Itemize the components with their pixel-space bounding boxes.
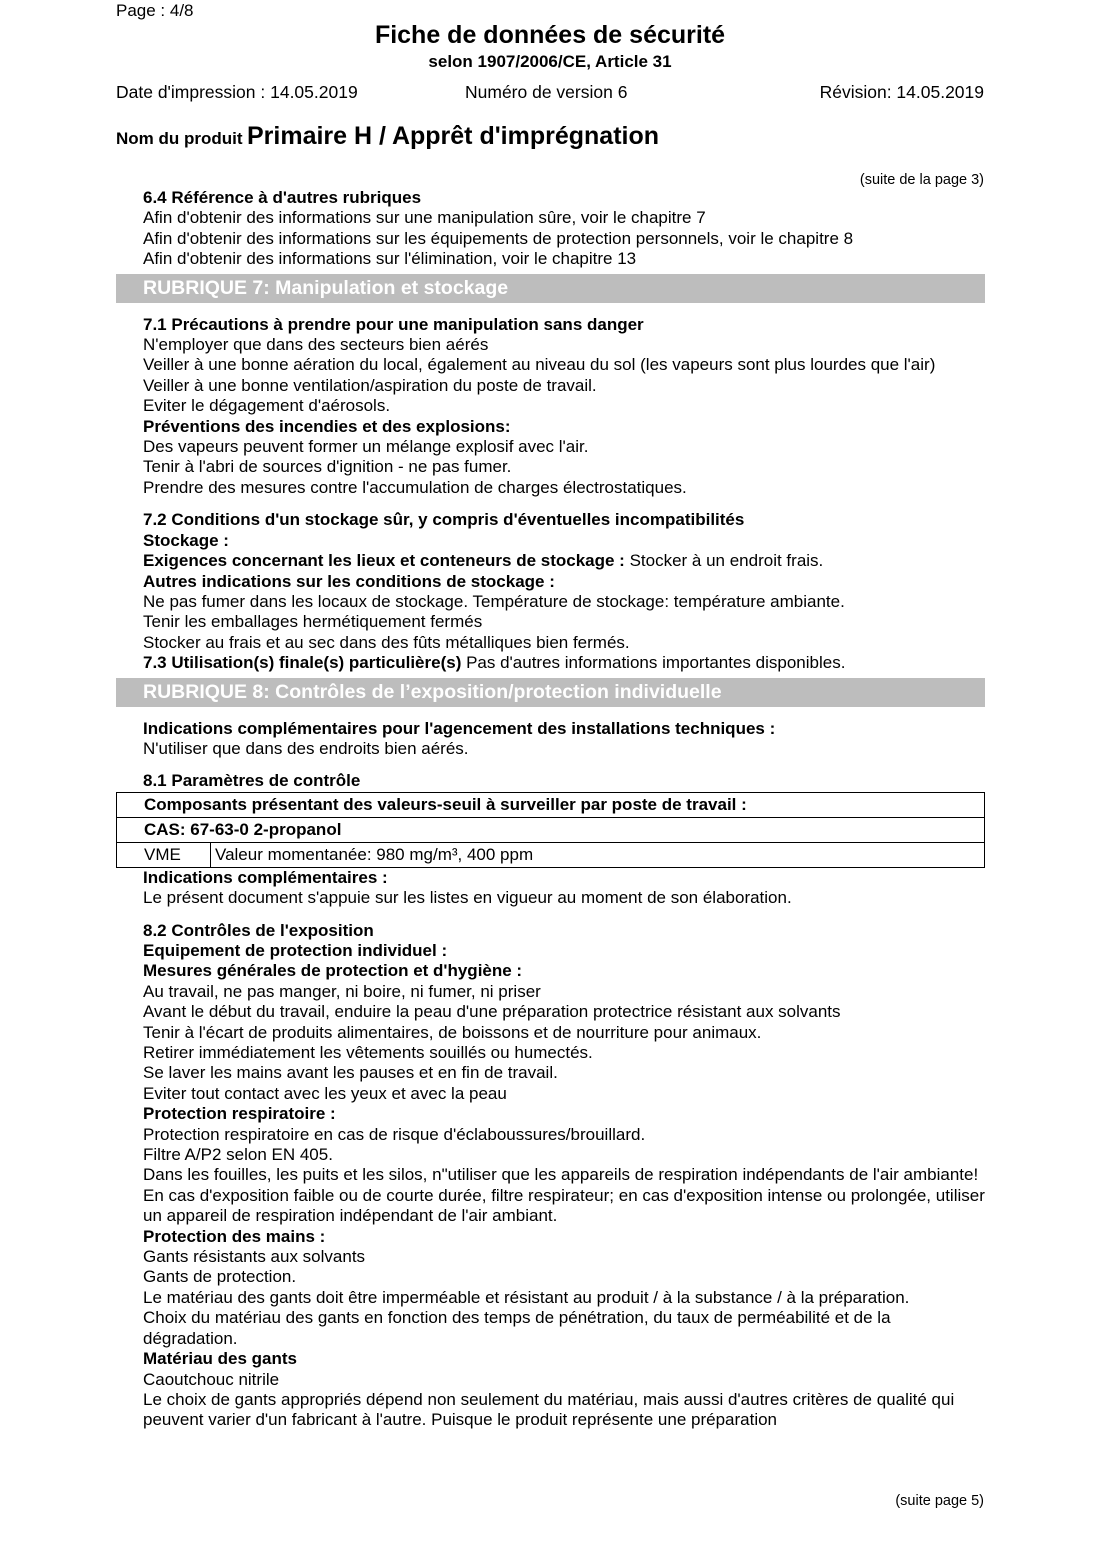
other-storage-label: Autres indications sur les conditions de stockage : [143, 571, 555, 591]
text-line: N'employer que dans des secteurs bien aérés [143, 335, 489, 355]
product-name-line [116, 122, 659, 151]
table-header: Composants présentant des valeurs-seuil à surveiller par poste de travail : [117, 792, 985, 817]
hygiene-heading: Mesures générales de protection et d'hygiène : [143, 961, 523, 981]
requirements-value: Stocker à un endroit frais. [624, 551, 824, 571]
text-line: Des vapeurs peuvent former un mélange explosif avec l'air. [143, 437, 589, 457]
additional-info-heading: Indications complémentaires : [143, 867, 388, 887]
text-line: Se laver les mains avant les pauses et en fin de travail. [143, 1063, 558, 1083]
continued-to-note: (suite page 5) [895, 1493, 984, 1509]
text-line: Dans les fouilles, les puits et les silos, n"utiliser que les appareils de respiration indépendants de l'air ambiante! [143, 1165, 979, 1185]
section-7-banner: RUBRIQUE 7: Manipulation et stockage [116, 274, 985, 303]
text-line: Prendre des mesures contre l'accumulation de charges électrostatiques. [143, 477, 687, 497]
text-line: Filtre A/P2 selon EN 405. [143, 1145, 333, 1165]
table-row-label: VME [117, 842, 211, 867]
section-7-3-label: 7.3 Utilisation(s) finale(s) particulière(s) [143, 653, 462, 673]
text-line: Le choix de gants appropriés dépend non seulement du matériau, mais aussi d'autres critères de qualité qui peuvent varier d'un fabricant à l'autre. Puisque le produit représente une préparation [143, 1389, 955, 1430]
text-line: Gants de protection. [143, 1267, 297, 1287]
section-7-2-heading: 7.2 Conditions d'un stockage sûr, y compris d'éventuelles incompatibilités [143, 510, 745, 530]
text-line: Gants résistants aux solvants [143, 1247, 366, 1267]
section-8-banner: RUBRIQUE 8: Contrôles de l’exposition/protection individuelle [116, 678, 985, 707]
hands-heading: Protection des mains : [143, 1226, 326, 1246]
table-substance: CAS: 67-63-0 2-propanol [117, 817, 985, 842]
text-line: Tenir à l'écart de produits alimentaires, de boissons et de nourriture pour animaux. [143, 1022, 762, 1042]
document-body [143, 188, 985, 1431]
section-7-3-line [143, 653, 985, 673]
text-line: Protection respiratoire en cas de risque d'éclaboussures/brouillard. [143, 1124, 646, 1144]
storage-requirements [143, 551, 985, 571]
text-line: Le présent document s'appuie sur les listes en vigueur au moment de son élaboration. [143, 888, 792, 908]
document-subtitle: selon 1907/2006/CE, Article 31 [428, 52, 672, 71]
text-line: Retirer immédiatement les vêtements souillés ou humectés. [143, 1043, 593, 1062]
section-7-1-heading: 7.1 Précautions à prendre pour une manipulation sans danger [143, 314, 644, 334]
text-line: Tenir les emballages hermétiquement fermés [143, 612, 483, 632]
revision-date: Révision: 14.05.2019 [819, 82, 984, 102]
exposure-limits-table [116, 792, 985, 868]
product-label: Nom du produit [116, 129, 243, 148]
page-number: Page : 4/8 [116, 1, 194, 20]
text-line: Afin d'obtenir des informations sur l'élimination, voir le chapitre 13 [143, 249, 637, 269]
text-line: Le matériau des gants doit être imperméable et résistant au produit / à la substance / à la préparation. [143, 1287, 910, 1307]
text-line: Eviter le dégagement d'aérosols. [143, 396, 391, 416]
print-date: Date d'impression : 14.05.2019 [116, 82, 358, 102]
text-line: Veiller à une bonne aération du local, également au niveau du sol (les vapeurs sont plus lourdes que l'air) [143, 355, 936, 375]
text-line: Tenir à l'abri de sources d'ignition - ne pas fumer. [143, 457, 512, 477]
text-line: Au travail, ne pas manger, ni boire, ni fumer, ni priser [143, 981, 541, 1001]
document-title: Fiche de données de sécurité [374, 21, 726, 49]
text-line: En cas d'exposition faible ou de courte durée, filtre respirateur; en cas d'exposition intense ou prolongée, utiliser un appareil de respiration indépendant de l'air ambiant. [143, 1185, 985, 1226]
version-number: Numéro de version 6 [465, 82, 628, 102]
text-line: Stocker au frais et au sec dans des fûts métalliques bien fermés. [143, 632, 630, 652]
respiratory-heading: Protection respiratoire : [143, 1104, 336, 1124]
text-line: Eviter tout contact avec les yeux et avec la peau [143, 1083, 507, 1103]
section-6-4-heading: 6.4 Référence à d'autres rubriques [143, 188, 422, 207]
text-line: Afin d'obtenir des informations sur une manipulation sûre, voir le chapitre 7 [143, 208, 706, 228]
section-8-2-heading: 8.2 Contrôles de l'exposition [143, 920, 374, 940]
table-row-value: Valeur momentanée: 980 mg/m³, 400 ppm [211, 842, 985, 867]
section-8-1-heading: 8.1 Paramètres de contrôle [143, 771, 361, 791]
continued-from-note: (suite de la page 3) [859, 172, 984, 188]
section-7-3-value: Pas d'autres informations importantes disponibles. [461, 653, 846, 673]
text-line: Caoutchouc nitrile [143, 1369, 280, 1389]
product-name: Primaire H / Apprêt d'imprégnation [246, 122, 660, 150]
text-line: Choix du matériau des gants en fonction des temps de pénétration, du taux de perméabilité et de la dégradation. [143, 1308, 891, 1348]
glove-material-heading: Matériau des gants [143, 1349, 297, 1369]
storage-label: Stockage : [143, 530, 229, 550]
text-line: Avant le début du travail, enduire la peau d'une préparation protectrice résistant aux solvants [143, 1002, 841, 1022]
text-line: N'utiliser que dans des endroits bien aérés. [143, 738, 469, 758]
text-line: Veiller à une bonne ventilation/aspiration du poste de travail. [143, 375, 597, 395]
fire-prevention-heading: Préventions des incendies et des explosions: [143, 416, 511, 436]
text-line: Afin d'obtenir des informations sur les équipements de protection personnels, voir le chapitre 8 [143, 228, 854, 248]
requirements-label: Exigences concernant les lieux et conteneurs de stockage : [143, 551, 625, 571]
ppe-heading: Equipement de protection individuel : [143, 940, 448, 960]
installations-heading: Indications complémentaires pour l'agencement des installations techniques : [143, 718, 776, 738]
text-line: Ne pas fumer dans les locaux de stockage. Température de stockage: température ambiante. [143, 591, 845, 611]
